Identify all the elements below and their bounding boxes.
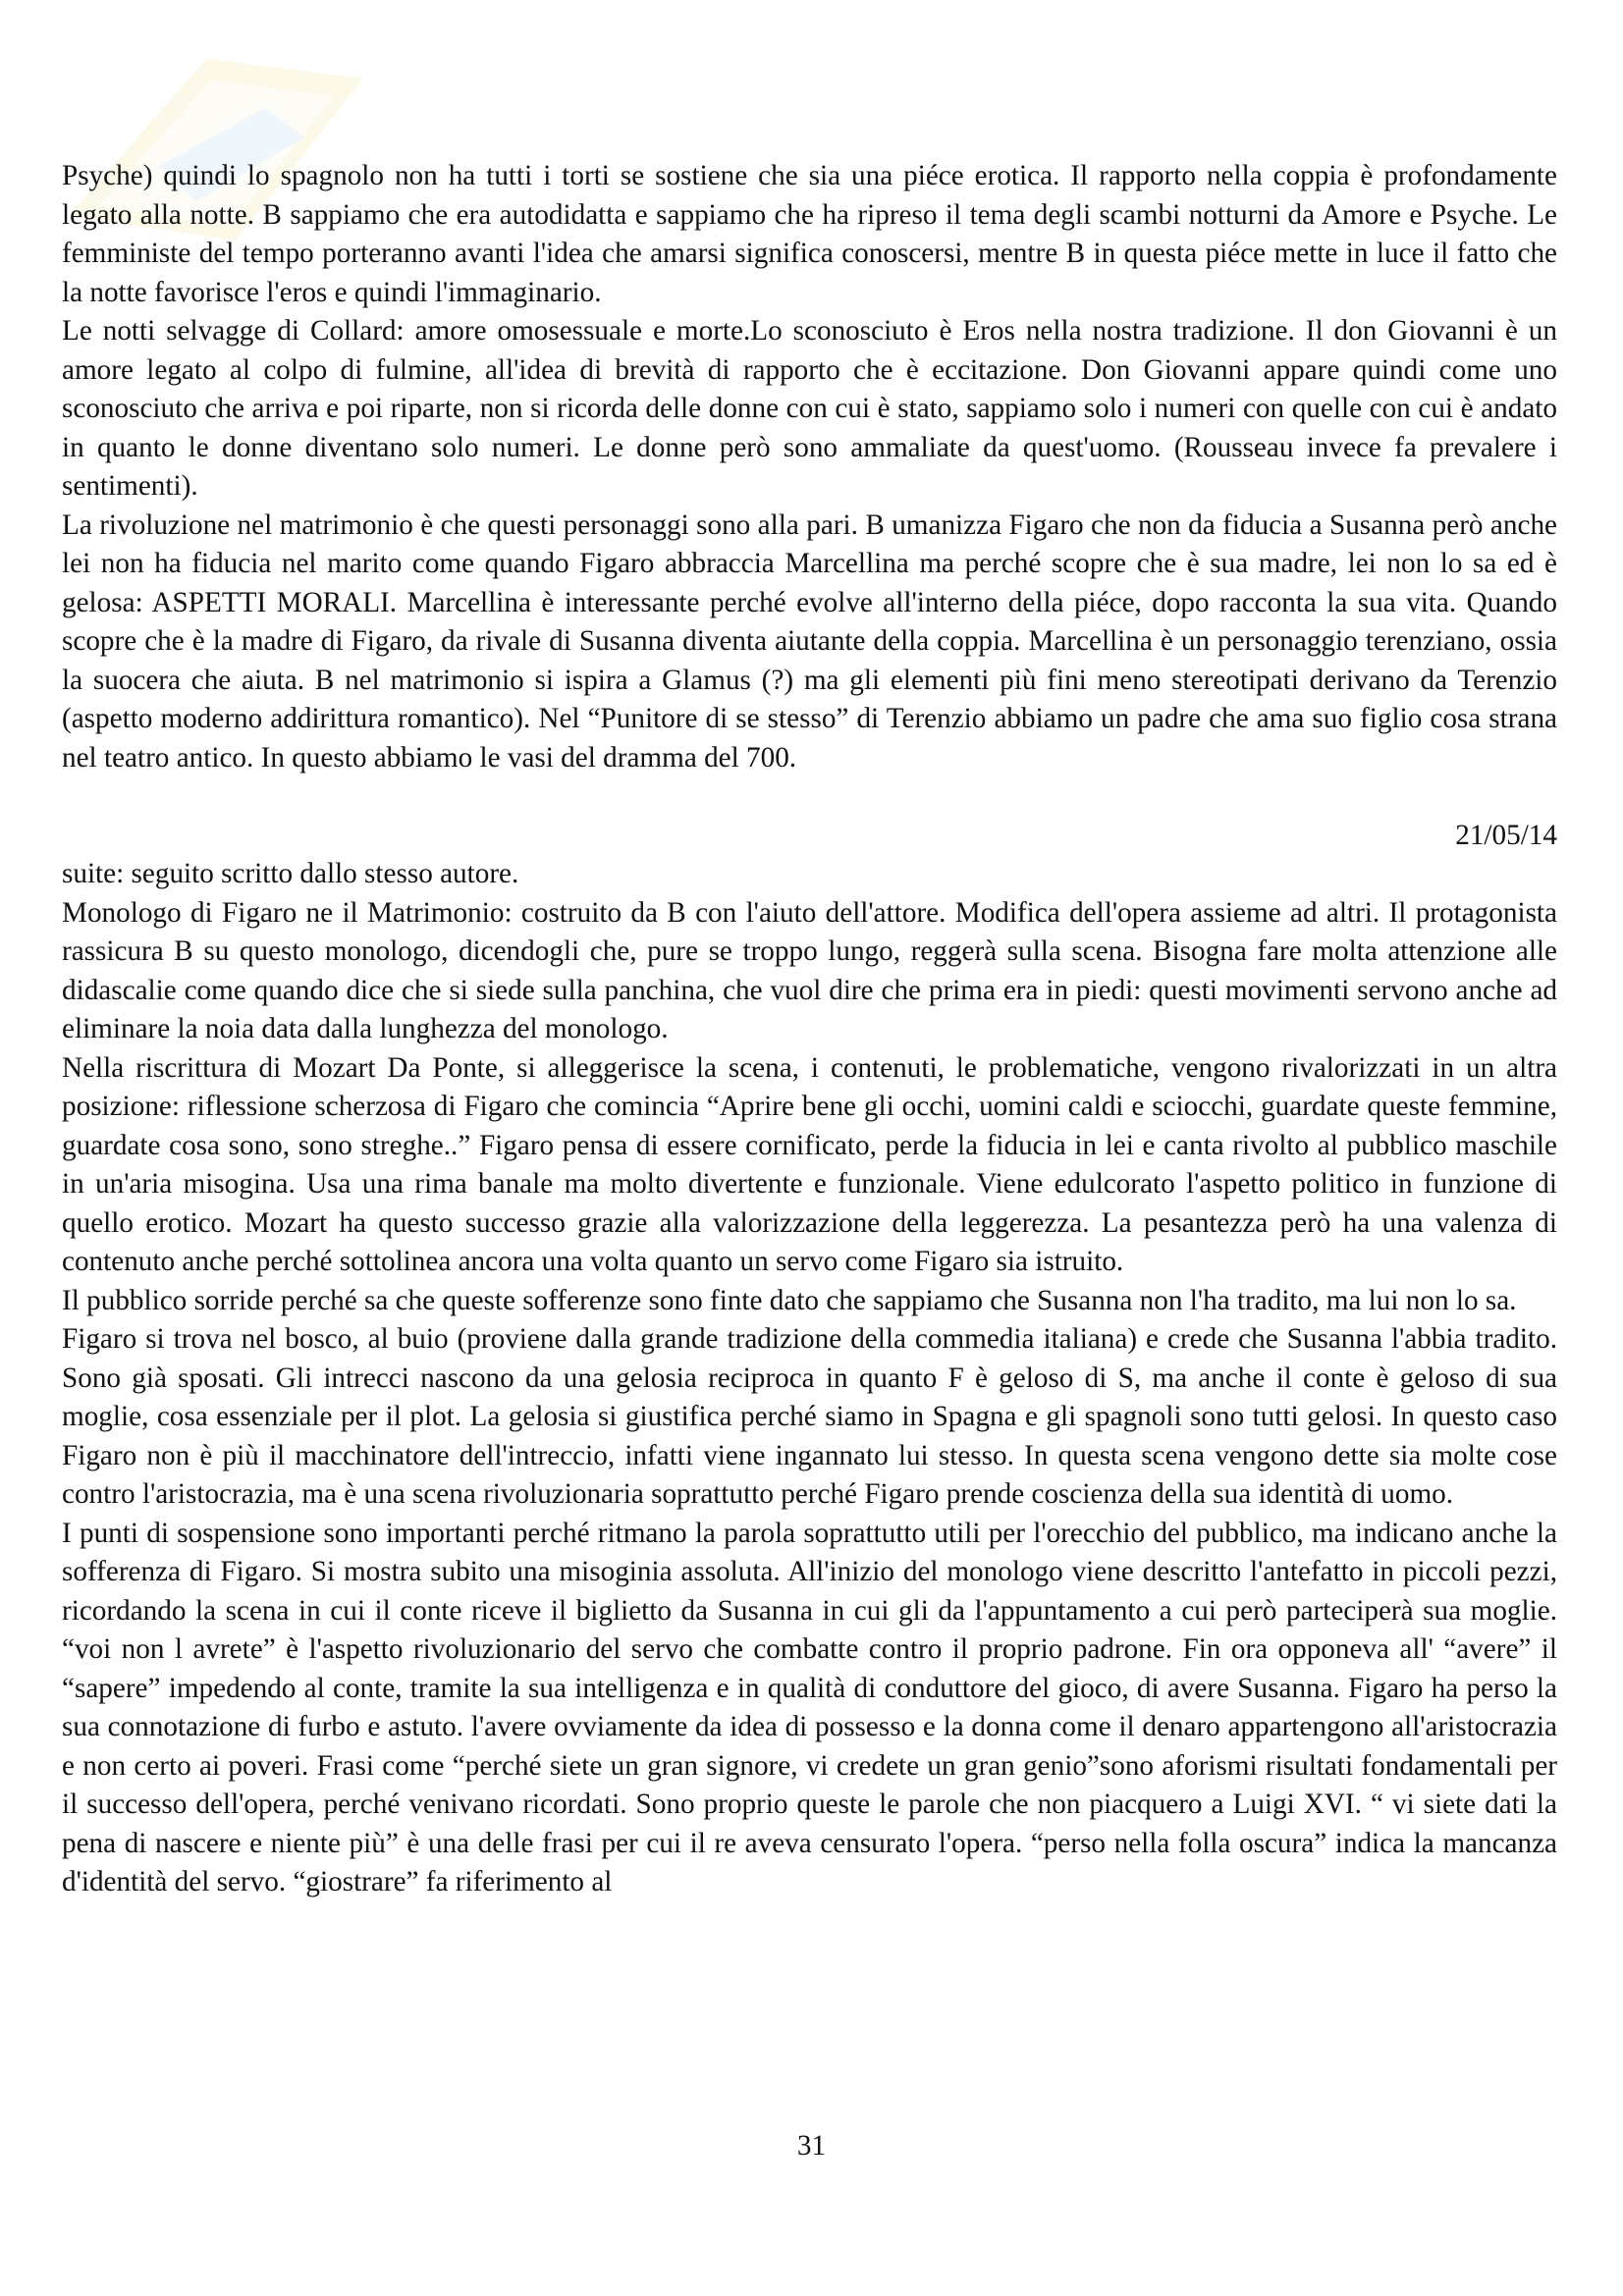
paragraph: suite: seguito scritto dallo stesso autore. xyxy=(62,858,519,889)
paragraph: La rivoluzione nel matrimonio è che questi personaggi sono alla pari. B umanizza Figaro che non da fiducia a Susanna però anche lei non ha fiducia nel marito come quando Figaro abbraccia Marcellina ma perché scopre che è sua madre, lei non lo sa ed è gelosa: ASPETTI MORALI. Marcellina è interessante perché evolve all'interno della piéce, dopo racconta la sua vita. Quando scopre che è la madre di Figaro, da rivale di Susanna diventa aiutante della coppia. Marcellina è un personaggio terenziano, ossia la suocera che aiuta. B nel matrimonio si ispira a Glamus (?) ma gli elementi più fini meno stereotipati derivano da Terenzio (aspetto moderno addirittura romantico). Nel “Punitore di se stesso” di Terenzio abbiamo un padre che ama suo figlio cosa strana nel teatro antico. In questo abbiamo le vasi del dramma del 700. xyxy=(62,508,1557,774)
paragraph: Figaro si trova nel bosco, al buio (proviene dalla grande tradizione della commedia italiana) e crede che Susanna l'abbia tradito. Sono già sposati. Gli intrecci nascono da una gelosia reciproca in quanto F è geloso di S, ma anche il conte è geloso di sua moglie, cosa essenziale per il plot. La gelosia si giustifica perché siamo in Spagna e gli spagnoli sono tutti gelosi. In questo caso Figaro non è più il macchinatore dell'intreccio, infatti viene ingannato lui stesso. In questa scena vengono dette sia molte cose contro l'aristocrazia, ma è una scena rivoluzionaria soprattutto perché Figaro prende coscienza della sua identità di uomo. xyxy=(62,1323,1557,1510)
page-body xyxy=(62,157,1557,1902)
paragraph: I punti di sospensione sono importanti perché ritmano la parola soprattutto utili per l'orecchio del pubblico, ma indicano anche la sofferenza di Figaro. Si mostra subito una misoginia assoluta. All'inizio del monologo viene descritto l'antefatto in piccoli pezzi, ricordando la scena in cui il conte riceve il biglietto da Susanna in cui gli da l'appuntamento a cui però parteciperà sua moglie. “voi non l avrete” è l'aspetto rivoluzionario del servo che combatte contro il proprio padrone. Fin ora opponeva all' “avere” il “sapere” impedendo al conte, tramite la sua intelligenza e in qualità di conduttore del gioco, di avere Susanna. Figaro ha perso la sua connotazione di furbo e astuto. l'avere ovviamente da idea di possesso e la donna come il denaro appartengono all'aristocrazia e non certo ai poveri. Frasi come “perché siete un gran signore, vi credete un gran genio”sono aforismi risultati fondamentali per il successo dell'opera, perché venivano ricordati. Sono proprio queste le parole che non piacquero a Luigi XVI. “ vi siete dati la pena di nascere e niente più” è una delle frasi per cui il re aveva censurato l'opera. “perso nella folla oscura” indica la mancanza d'identità del servo. “giostrare” fa riferimento al xyxy=(62,1517,1557,1897)
paragraph: Monologo di Figaro ne il Matrimonio: costruito da B con l'aiuto dell'attore. Modifica dell'opera assieme ad altri. Il protagonista rassicura B su questo monologo, dicendogli che, pure se troppo lungo, reggerà sulla scena. Bisogna fare molta attenzione alle didascalie come quando dice che si siede sulla panchina, che vuol dire che prima era in piedi: questi movimenti servono anche ad eliminare la noia data dalla lunghezza del monologo. xyxy=(62,896,1557,1044)
paragraph: Psyche) quindi lo spagnolo non ha tutti i torti se sostiene che sia una piéce erotica. Il rapporto nella coppia è profondamente legato alla notte. B sappiamo che era autodidatta e sappiamo che ha ripreso il tema degli scambi notturni da Amore e Psyche. Le femministe del tempo porteranno avanti l'idea che amarsi significa conoscersi, mentre B in questa piéce mette in luce il fatto che la notte favorisce l'eros e quindi l'immaginario. xyxy=(62,160,1557,308)
date-heading: 21/05/14 xyxy=(1455,819,1557,851)
paragraph: Il pubblico sorride perché sa che queste sofferenze sono finte dato che sappiamo che Susanna non l'ha tradito, ma lui non lo sa. xyxy=(62,1284,1517,1316)
page-number: 31 xyxy=(796,2130,827,2162)
paragraph: Nella riscrittura di Mozart Da Ponte, si alleggerisce la scena, i contenuti, le problematiche, vengono rivalorizzati in un altra posizione: riflessione scherzosa di Figaro che comincia “Aprire bene gli occhi, uomini caldi e sciocchi, guardate queste femmine, guardate cosa sono, sono streghe..” Figaro pensa di essere cornificato, perde la fiducia in lei e canta rivolto al pubblico maschile in un'aria misogina. Usa una rima banale ma molto divertente e funzionale. Viene edulcorato l'aspetto politico in funzione di quello erotico. Mozart ha questo successo grazie alla valorizzazione della leggerezza. La pesantezza però ha una valenza di contenuto anche perché sottolinea ancora una volta quanto un servo come Figaro sia istruito. xyxy=(62,1051,1557,1277)
blank-line xyxy=(62,777,1557,817)
paragraph: Le notti selvagge di Collard: amore omosessuale e morte.Lo sconosciuto è Eros nella nostra tradizione. Il don Giovanni è un amore legato al colpo di fulmine, all'idea di brevità di rapporto che è eccitazione. Don Giovanni appare quindi come uno sconosciuto che arriva e poi riparte, non si ricorda delle donne con cui è stato, sappiamo solo i numeri con quelle con cui è andato in quanto le donne diventano solo numeri. Le donne però sono ammaliate da quest'uomo. (Rousseau invece fa prevalere i sentimenti). xyxy=(62,315,1557,502)
